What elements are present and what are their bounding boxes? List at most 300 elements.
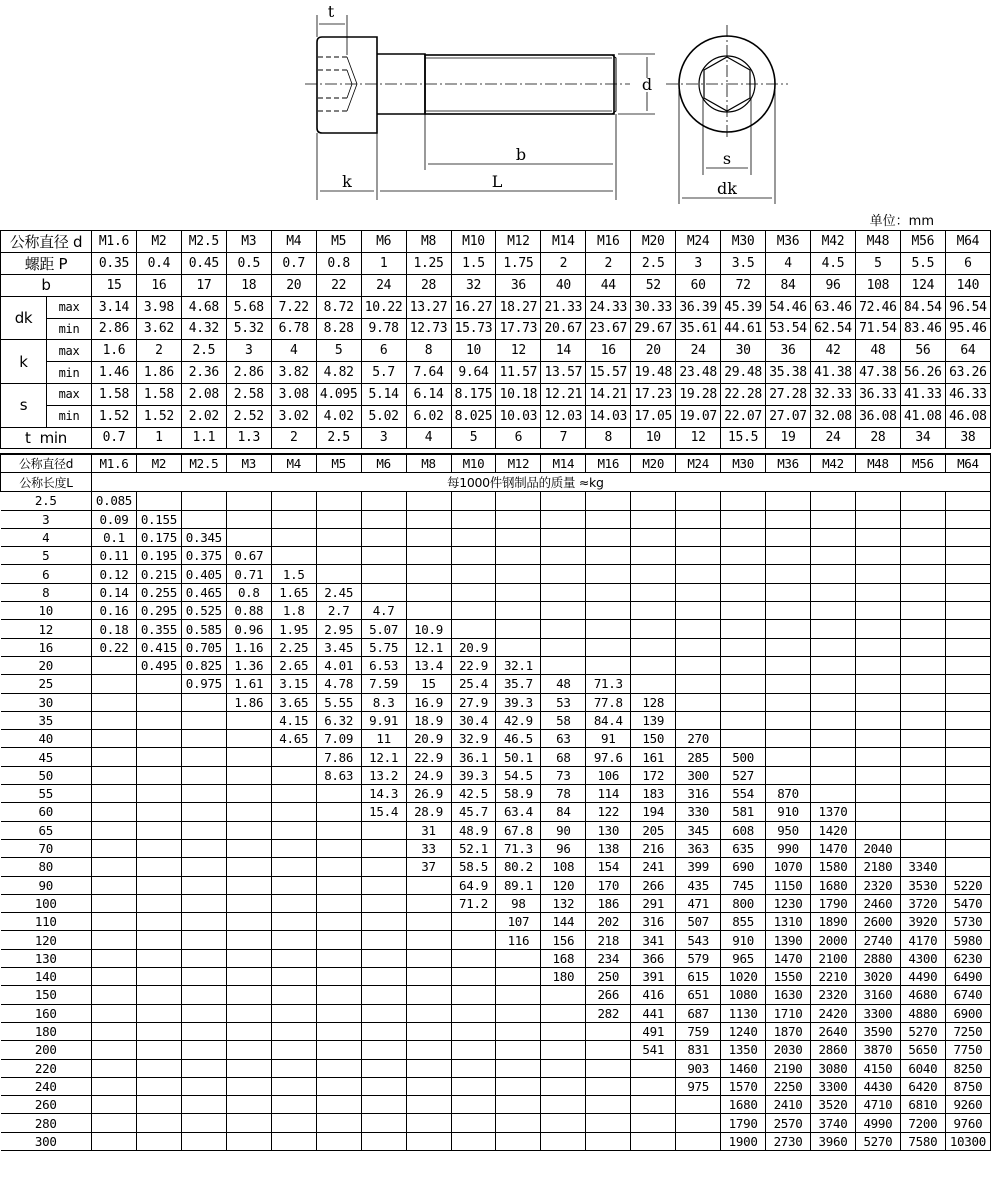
mass-cell <box>316 858 361 876</box>
length-value: 50 <box>1 766 92 784</box>
mass-cell <box>361 1077 406 1095</box>
mass-cell <box>92 913 137 931</box>
mass-cell <box>900 748 945 766</box>
mass-cell: 128 <box>631 693 676 711</box>
mass-cell: 96 <box>541 839 586 857</box>
mass-cell: 687 <box>676 1004 721 1022</box>
mass-cell <box>316 876 361 894</box>
mass-cell: 3080 <box>811 1059 856 1077</box>
spec-cell: 32.33 <box>811 383 856 405</box>
spec-cell: 2 <box>541 253 586 275</box>
mass-cell: 5980 <box>945 931 990 949</box>
spec-cell: 108 <box>855 275 900 297</box>
mass-cell: 5270 <box>855 1132 900 1150</box>
spec-cell: 2.5 <box>631 253 676 275</box>
size-header: M48 <box>855 231 900 253</box>
spec-cell: 4.02 <box>316 405 361 427</box>
mass-cell: 3340 <box>900 858 945 876</box>
mass-cell: 2040 <box>855 839 900 857</box>
spec-cell: 71.54 <box>855 318 900 340</box>
mass-cell <box>226 1041 271 1059</box>
mass-cell <box>766 583 811 601</box>
spec-cell: 14.21 <box>586 383 631 405</box>
mass-cell <box>721 492 766 510</box>
mass-cell <box>406 1059 451 1077</box>
mass-cell <box>676 602 721 620</box>
mass-cell <box>92 785 137 803</box>
mass-cell: 500 <box>721 748 766 766</box>
mass-cell <box>855 821 900 839</box>
mass-cell <box>181 766 226 784</box>
mass-cell <box>361 510 406 528</box>
mass-cell: 18.9 <box>406 711 451 729</box>
spec-cell: 0.5 <box>226 253 271 275</box>
mass-cell <box>541 492 586 510</box>
mass-cell <box>181 821 226 839</box>
mass-cell <box>496 620 541 638</box>
mass-cell <box>136 1004 181 1022</box>
mass-cell <box>316 821 361 839</box>
mass-cell <box>181 839 226 857</box>
spec-cell: 10.18 <box>496 383 541 405</box>
mass-cell: 831 <box>676 1041 721 1059</box>
spec-cell: 8 <box>586 427 631 449</box>
mass-cell: 63.4 <box>496 803 541 821</box>
mass-cell <box>676 656 721 674</box>
spec-cell: 4.095 <box>316 383 361 405</box>
mass-cell <box>721 675 766 693</box>
mass-cell: 0.375 <box>181 547 226 565</box>
mass-cell: 22.9 <box>406 748 451 766</box>
mass-cell: 52.1 <box>451 839 496 857</box>
spec-cell: 28 <box>855 427 900 449</box>
spec-cell: 15.5 <box>721 427 766 449</box>
mass-row <box>1 913 991 931</box>
spec-cell: 35.38 <box>766 362 811 384</box>
length-value: 65 <box>1 821 92 839</box>
mass-cell <box>271 876 316 894</box>
spec-cell: 5.68 <box>226 296 271 318</box>
spec-cell: 27.28 <box>766 383 811 405</box>
mass-cell: 7.86 <box>316 748 361 766</box>
dk-label: dk <box>717 179 737 198</box>
mass-cell <box>136 839 181 857</box>
mass-cell: 130 <box>586 821 631 839</box>
mass-row <box>1 839 991 857</box>
mass-cell: 800 <box>721 894 766 912</box>
length-value: 40 <box>1 730 92 748</box>
spec-cell: 12.21 <box>541 383 586 405</box>
spec-cell: 124 <box>900 275 945 297</box>
mass-cell <box>766 492 811 510</box>
mass-cell: 2100 <box>811 949 856 967</box>
spec-cell: 1.3 <box>226 427 271 449</box>
mass-cell: 154 <box>586 858 631 876</box>
mass-cell: 14.3 <box>361 785 406 803</box>
mass-cell <box>945 839 990 857</box>
spec-row <box>1 362 991 384</box>
spec-cell: 41.33 <box>900 383 945 405</box>
mass-cell: 0.085 <box>92 492 137 510</box>
spec-cell: 4.5 <box>811 253 856 275</box>
spec-cell: 4.68 <box>181 296 226 318</box>
mass-cell <box>900 528 945 546</box>
mass-cell: 7.09 <box>316 730 361 748</box>
length-value: 45 <box>1 748 92 766</box>
mass-cell: 5730 <box>945 913 990 931</box>
mass-cell <box>721 583 766 601</box>
spec-row <box>1 383 991 405</box>
mass-cell: 316 <box>676 785 721 803</box>
mass-cell <box>811 785 856 803</box>
mass-cell: 316 <box>631 913 676 931</box>
mass-cell: 64.9 <box>451 876 496 894</box>
mass-cell: 2.7 <box>316 602 361 620</box>
mass-cell: 270 <box>676 730 721 748</box>
mass-cell <box>136 730 181 748</box>
spec-cell: 3.62 <box>136 318 181 340</box>
mass-cell: 10.9 <box>406 620 451 638</box>
mass-cell <box>361 1114 406 1132</box>
spec-cell: 1.58 <box>92 383 137 405</box>
mass-cell <box>181 748 226 766</box>
mass-row <box>1 1096 991 1114</box>
mass-cell <box>631 602 676 620</box>
sub-label: min <box>47 405 92 427</box>
mass-cell: 10300 <box>945 1132 990 1150</box>
mass-cell <box>226 968 271 986</box>
mass-cell <box>541 565 586 583</box>
mass-cell: 4490 <box>900 968 945 986</box>
mass-cell: 90 <box>541 821 586 839</box>
mass-cell <box>676 638 721 656</box>
mass-cell: 745 <box>721 876 766 894</box>
bolt-drawing <box>0 0 992 210</box>
mass-cell: 950 <box>766 821 811 839</box>
mass-cell <box>271 1077 316 1095</box>
mass-cell <box>855 528 900 546</box>
mass-cell: 170 <box>586 876 631 894</box>
mass-cell <box>900 602 945 620</box>
mass-cell <box>676 1132 721 1150</box>
mass-cell <box>136 766 181 784</box>
mass-cell <box>631 1114 676 1132</box>
mass-cell <box>271 748 316 766</box>
length-value: 150 <box>1 986 92 1004</box>
mass-cell <box>316 839 361 857</box>
mass-cell <box>361 913 406 931</box>
mass-cell: 8750 <box>945 1077 990 1095</box>
spec-cell: 10 <box>451 340 496 362</box>
mass-cell <box>721 510 766 528</box>
mass-cell: 1.8 <box>271 602 316 620</box>
mass-row <box>1 583 991 601</box>
mass-cell: 4880 <box>900 1004 945 1022</box>
spec-cell: 46.08 <box>945 405 990 427</box>
spec-cell: 17.73 <box>496 318 541 340</box>
mass-cell: 183 <box>631 785 676 803</box>
row-label: 螺距 P <box>1 253 92 275</box>
mass-cell <box>900 675 945 693</box>
size-header: M48 <box>855 454 900 473</box>
mass-cell: 855 <box>721 913 766 931</box>
length-label: 公称长度L <box>1 473 92 492</box>
spec-cell: 12.03 <box>541 405 586 427</box>
mass-cell <box>496 1059 541 1077</box>
mass-cell <box>945 656 990 674</box>
length-value: 20 <box>1 656 92 674</box>
mass-cell <box>721 547 766 565</box>
mass-cell: 4.15 <box>271 711 316 729</box>
mass-cell <box>586 547 631 565</box>
mass-cell <box>631 528 676 546</box>
sub-label: max <box>47 296 92 318</box>
mass-cell: 0.8 <box>226 583 271 601</box>
mass-cell <box>316 1004 361 1022</box>
mass-cell <box>855 785 900 803</box>
mass-cell <box>181 785 226 803</box>
mass-cell: 150 <box>631 730 676 748</box>
mass-cell: 53 <box>541 693 586 711</box>
mass-cell <box>316 949 361 967</box>
mass-cell: 46.5 <box>496 730 541 748</box>
mass-cell: 990 <box>766 839 811 857</box>
mass-cell <box>271 968 316 986</box>
mass-cell: 1240 <box>721 1022 766 1040</box>
spec-row <box>1 296 991 318</box>
size-header: M42 <box>811 454 856 473</box>
mass-cell: 1870 <box>766 1022 811 1040</box>
spec-cell: 40 <box>541 275 586 297</box>
mass-cell: 4.65 <box>271 730 316 748</box>
spec-cell: 5 <box>316 340 361 362</box>
mass-cell: 8250 <box>945 1059 990 1077</box>
mass-cell <box>361 565 406 583</box>
mass-cell: 3520 <box>811 1096 856 1114</box>
spec-cell: 2.5 <box>181 340 226 362</box>
mass-cell <box>226 711 271 729</box>
mass-cell <box>181 1022 226 1040</box>
mass-cell <box>586 583 631 601</box>
size-header: M3 <box>226 454 271 473</box>
mass-cell: 26.9 <box>406 785 451 803</box>
spec-cell: 17.05 <box>631 405 676 427</box>
mass-cell <box>676 711 721 729</box>
mass-cell <box>451 492 496 510</box>
mass-cell: 2600 <box>855 913 900 931</box>
mass-cell <box>361 986 406 1004</box>
spec-cell: 63.46 <box>811 296 856 318</box>
mass-cell: 250 <box>586 968 631 986</box>
mass-row <box>1 1132 991 1150</box>
mass-cell: 1390 <box>766 931 811 949</box>
mass-cell: 0.825 <box>181 656 226 674</box>
mass-cell <box>181 510 226 528</box>
mass-cell <box>406 949 451 967</box>
spec-cell: 2.5 <box>316 427 361 449</box>
mass-cell <box>766 693 811 711</box>
mass-cell: 0.09 <box>92 510 137 528</box>
size-header: M20 <box>631 231 676 253</box>
mass-cell <box>855 748 900 766</box>
mass-cell: 0.495 <box>136 656 181 674</box>
mass-cell <box>766 638 811 656</box>
mass-cell <box>136 785 181 803</box>
mass-cell: 45.7 <box>451 803 496 821</box>
spec-cell: 2.58 <box>226 383 271 405</box>
spec-cell: 3.98 <box>136 296 181 318</box>
mass-cell <box>271 894 316 912</box>
spec-cell: 6.02 <box>406 405 451 427</box>
size-header: M5 <box>316 454 361 473</box>
mass-cell <box>181 803 226 821</box>
mass-cell <box>541 510 586 528</box>
mass-cell: 8.3 <box>361 693 406 711</box>
mass-cell: 615 <box>676 968 721 986</box>
spec-header-row <box>1 231 991 253</box>
mass-cell: 1550 <box>766 968 811 986</box>
mass-caption-row <box>1 473 991 492</box>
mass-cell: 4680 <box>900 986 945 1004</box>
mass-row <box>1 620 991 638</box>
size-header: M14 <box>541 231 586 253</box>
spec-cell: 0.35 <box>92 253 137 275</box>
length-value: 160 <box>1 1004 92 1022</box>
mass-cell <box>451 949 496 967</box>
mass-cell <box>226 913 271 931</box>
mass-cell <box>945 510 990 528</box>
spec-cell: 16.27 <box>451 296 496 318</box>
mass-cell <box>496 1077 541 1095</box>
mass-cell <box>92 949 137 967</box>
mass-cell: 84 <box>541 803 586 821</box>
mass-cell: 42.9 <box>496 711 541 729</box>
mass-cell <box>496 1114 541 1132</box>
mass-cell <box>586 492 631 510</box>
spec-cell: 140 <box>945 275 990 297</box>
mass-row <box>1 693 991 711</box>
mass-cell: 3720 <box>900 894 945 912</box>
mass-caption: 每1000件钢制品的质量 ≈kg <box>92 473 991 492</box>
mass-cell <box>226 858 271 876</box>
mass-cell: 36.1 <box>451 748 496 766</box>
mass-cell <box>361 1022 406 1040</box>
mass-cell: 3300 <box>811 1077 856 1095</box>
d-label: d <box>641 75 653 94</box>
mass-cell <box>92 1022 137 1040</box>
mass-cell: 33 <box>406 839 451 857</box>
mass-cell <box>226 876 271 894</box>
mass-cell <box>855 730 900 748</box>
mass-cell: 0.345 <box>181 528 226 546</box>
spec-cell: 10 <box>631 427 676 449</box>
mass-cell: 435 <box>676 876 721 894</box>
mass-cell <box>496 602 541 620</box>
spec-cell: 42 <box>811 340 856 362</box>
mass-cell <box>92 1059 137 1077</box>
mass-cell: 2570 <box>766 1114 811 1132</box>
group-label: s <box>1 383 47 427</box>
mass-cell: 1630 <box>766 986 811 1004</box>
mass-cell <box>900 492 945 510</box>
spec-cell: 52 <box>631 275 676 297</box>
mass-cell <box>92 730 137 748</box>
spec-cell: 8.28 <box>316 318 361 340</box>
size-header: M64 <box>945 454 990 473</box>
spec-cell: 24 <box>811 427 856 449</box>
mass-cell <box>631 1059 676 1077</box>
mass-cell: 0.12 <box>92 565 137 583</box>
mass-cell: 2420 <box>811 1004 856 1022</box>
mass-cell <box>136 931 181 949</box>
mass-cell <box>496 1004 541 1022</box>
spec-cell: 11.57 <box>496 362 541 384</box>
mass-cell: 441 <box>631 1004 676 1022</box>
mass-cell <box>271 1114 316 1132</box>
mass-cell: 2.25 <box>271 638 316 656</box>
mass-cell: 27.9 <box>451 693 496 711</box>
spec-cell: 47.38 <box>855 362 900 384</box>
mass-cell: 2410 <box>766 1096 811 1114</box>
mass-row <box>1 968 991 986</box>
spec-cell: 2.86 <box>92 318 137 340</box>
mass-cell <box>271 1132 316 1150</box>
spec-cell: 12.73 <box>406 318 451 340</box>
length-value: 220 <box>1 1059 92 1077</box>
mass-cell <box>811 656 856 674</box>
spec-cell: 3.14 <box>92 296 137 318</box>
mass-cell: 216 <box>631 839 676 857</box>
spec-cell: 4 <box>271 340 316 362</box>
spec-cell: 41.08 <box>900 405 945 427</box>
mass-cell <box>900 656 945 674</box>
mass-cell: 6.53 <box>361 656 406 674</box>
mass-cell <box>136 748 181 766</box>
mass-cell: 28.9 <box>406 803 451 821</box>
mass-cell <box>541 1004 586 1022</box>
spec-cell: 53.54 <box>766 318 811 340</box>
mass-cell <box>181 858 226 876</box>
spec-cell: 3 <box>361 427 406 449</box>
length-value: 70 <box>1 839 92 857</box>
mass-cell <box>316 1041 361 1059</box>
size-header: M4 <box>271 231 316 253</box>
mass-cell: 1070 <box>766 858 811 876</box>
mass-cell <box>766 510 811 528</box>
spec-cell: 8.72 <box>316 296 361 318</box>
mass-cell <box>451 583 496 601</box>
mass-cell <box>496 565 541 583</box>
mass-cell <box>766 602 811 620</box>
group-label: dk <box>1 296 47 340</box>
mass-cell <box>676 528 721 546</box>
mass-cell: 6810 <box>900 1096 945 1114</box>
mass-row <box>1 894 991 912</box>
mass-cell <box>631 565 676 583</box>
mass-cell: 0.975 <box>181 675 226 693</box>
mass-cell <box>226 839 271 857</box>
mass-cell <box>271 839 316 857</box>
spec-cell: 1 <box>136 427 181 449</box>
mass-cell <box>406 1004 451 1022</box>
mass-cell <box>855 510 900 528</box>
mass-cell: 39.3 <box>496 693 541 711</box>
length-value: 4 <box>1 528 92 546</box>
mass-cell: 1370 <box>811 803 856 821</box>
mass-cell <box>181 730 226 748</box>
size-header: M56 <box>900 231 945 253</box>
mass-cell <box>316 1059 361 1077</box>
